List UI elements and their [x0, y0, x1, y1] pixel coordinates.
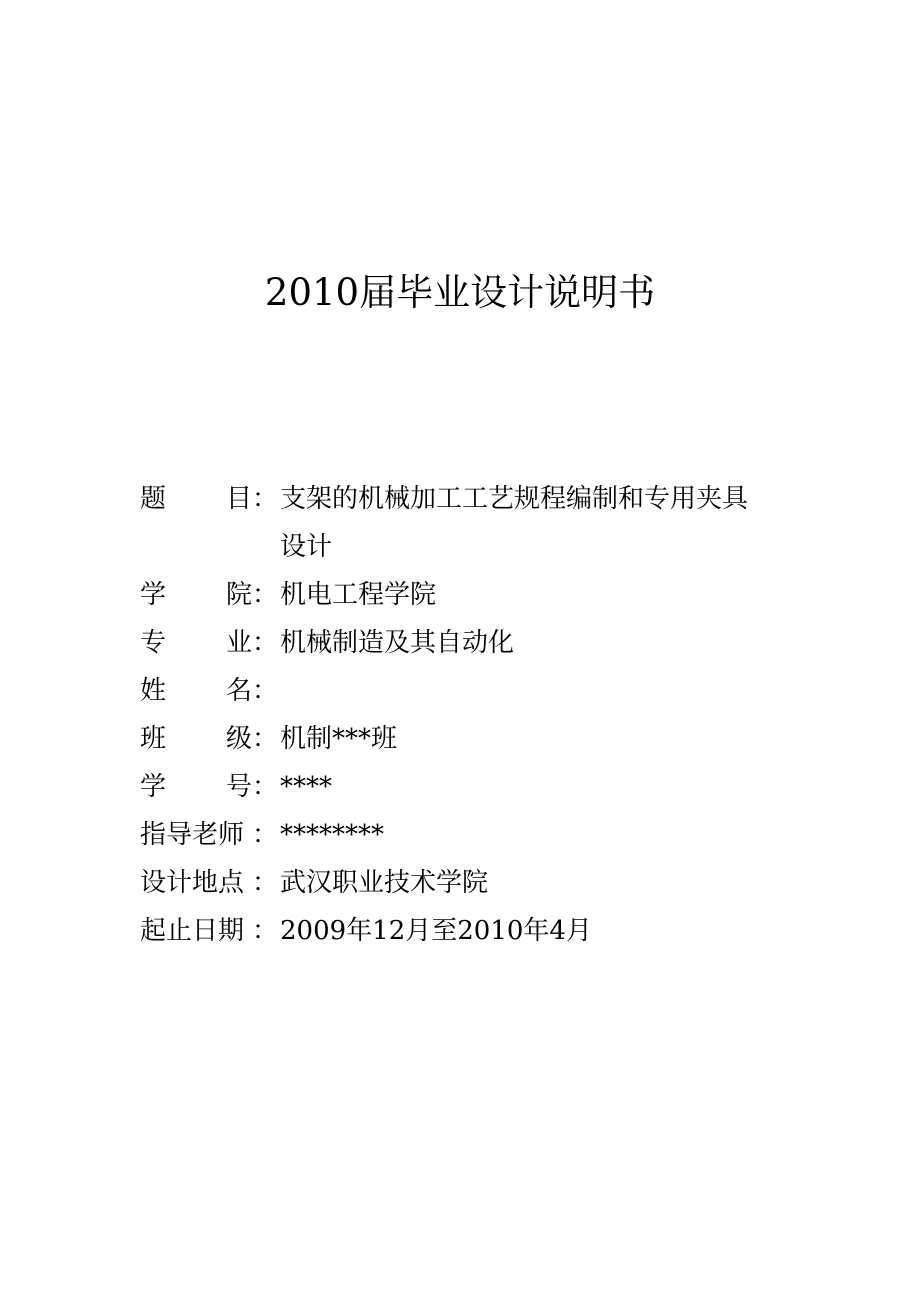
field-topic [140, 475, 800, 571]
field-colon: ： [252, 820, 279, 850]
field-student-id-value: **** [280, 772, 332, 802]
field-college-value: 机电工程学院 [280, 580, 437, 610]
field-advisor-label: 指导老师 [140, 820, 245, 850]
field-name [140, 667, 800, 715]
field-class-label: 班 级 [140, 724, 252, 754]
field-colon: ： [252, 628, 279, 658]
field-location [140, 859, 800, 907]
field-colon: ： [252, 868, 279, 898]
field-colon: ： [252, 772, 279, 802]
document-title: 2010届毕业设计说明书 [264, 271, 656, 314]
field-advisor [140, 811, 800, 859]
field-dates [140, 907, 800, 955]
field-advisor-value: ******** [280, 820, 384, 850]
field-colon: ： [252, 916, 279, 946]
field-colon: ： [252, 580, 279, 610]
field-colon: ： [252, 676, 279, 706]
field-college-label: 学 院 [140, 580, 252, 610]
field-topic-value: 支架的机械加工工艺规程编制和专用夹具 设计 [280, 484, 749, 562]
field-location-value: 武汉职业技术学院 [280, 868, 489, 898]
field-class-value: 机制***班 [280, 724, 398, 754]
field-dates-label: 起止日期 [140, 916, 245, 946]
field-topic-label: 题 目 [140, 484, 252, 514]
info-block [140, 475, 800, 955]
field-class [140, 715, 800, 763]
field-major [140, 619, 800, 667]
field-colon: ： [252, 724, 279, 754]
field-major-value: 机械制造及其自动化 [280, 628, 515, 658]
field-dates-value: 2009年12月至2010年4月 [280, 916, 592, 946]
field-student-id [140, 763, 800, 811]
field-name-label: 姓 名 [140, 676, 252, 706]
field-college [140, 571, 800, 619]
field-colon: ： [252, 484, 279, 514]
field-location-label: 设计地点 [140, 868, 245, 898]
field-student-id-label: 学 号 [140, 772, 252, 802]
field-major-label: 专 业 [140, 628, 252, 658]
